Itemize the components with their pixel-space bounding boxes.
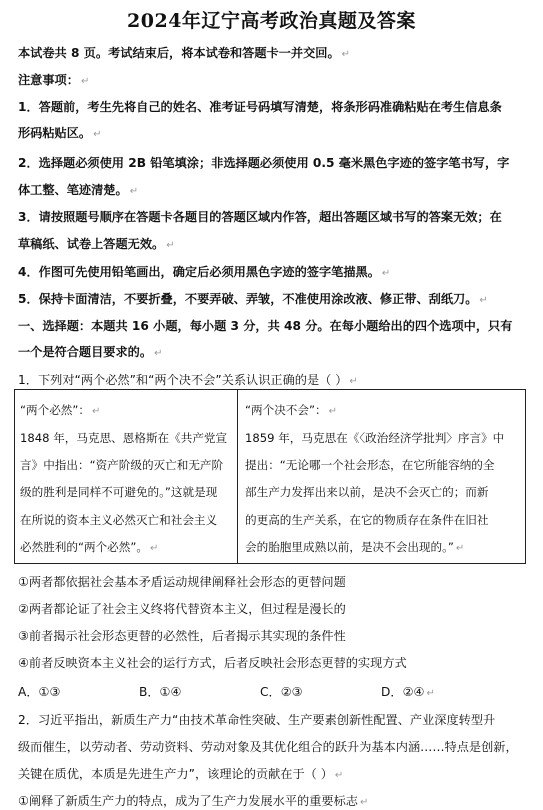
table-divider <box>237 390 238 563</box>
paragraph-mark-icon: ↵ <box>360 797 369 808</box>
question-1-stem: 1．下列对“两个必然”和“两个决不会”关系认识正确的是（ ） ↵ <box>18 373 358 387</box>
paragraph-mark-icon: ↵ <box>349 376 358 387</box>
cell-line: 1848 年，马克思、恩格斯在《共产党宣 <box>20 431 228 445</box>
paragraph-mark-icon: ↵ <box>80 76 90 87</box>
q2-option-1: ①阐释了新质生产力的特点，成为了生产力发展水平的重要标志 ↵ <box>18 794 369 808</box>
quote-table <box>14 389 526 564</box>
choice-b: B．①④ <box>139 685 182 699</box>
cell-line: 在所说的资本主义必然灭亡和社会主义 <box>20 513 218 527</box>
cell-line: 言》中指出：“资产阶级的灭亡和无产阶 <box>20 458 224 472</box>
cell-heading: “两个决不会”： ↵ <box>245 403 337 417</box>
note-3-line-1: 3．请按照题号顺序在答题卡各题目的答题区域内作答，超出答题区域书写的答案无效；在 <box>18 210 502 224</box>
notes-heading: 注意事项： ↵ <box>18 73 90 87</box>
cell-line: 级的胜利是同样不可避免的。”这就是现 <box>20 485 218 499</box>
note-2-line-2: 体工整、笔迹清楚。 ↵ <box>18 183 139 197</box>
note-2-line-1: 2．选择题必须使用 2B 铅笔填涂；非选择题必须使用 0.5 毫米黑色字迹的签字笔书写，字 <box>18 156 510 170</box>
cell-line: 的更高的生产关系，在它的物质存在条件在旧社 <box>245 513 489 527</box>
note-5: 5．保持卡面清洁，不要折叠，不要弄破、弄皱，不准使用涂改液、修正带、刮纸刀。 ↵ <box>18 292 488 306</box>
note-1-line-2: 形码粘贴区。 ↵ <box>18 126 102 140</box>
paragraph-mark-icon: ↵ <box>479 295 488 306</box>
question-2-line-1: 2．习近平指出，新质生产力“由技术革命性突破、生产要素创新性配置、产业深度转型升 <box>18 713 496 727</box>
cell-line: 1859 年，马克思在《〈政治经济学批判〉序言》中 <box>245 431 505 445</box>
paragraph-mark-icon: ↵ <box>341 49 351 60</box>
note-4: 4．作图可先使用铅笔画出，确定后必须用黑色字迹的签字笔描黑。 ↵ <box>18 265 391 279</box>
paragraph-mark-icon: ↵ <box>334 770 344 781</box>
q1-option-1: ①两者都依据社会基本矛盾运动规律阐释社会形态的更替问题 <box>18 575 346 589</box>
paragraph-mark-icon: ↵ <box>154 348 163 359</box>
note-3-line-2: 草稿纸、试卷上答题无效。 ↵ <box>18 237 175 251</box>
question-2-line-2: 级而催生，以劳动者、劳动资料、劳动对象及其优化组合的跃升为基本内涵……特点是创新， <box>18 740 518 754</box>
paragraph-mark-icon: ↵ <box>381 268 391 279</box>
cell-line: 部生产力发挥出来以前，是决不会灭亡的；而新 <box>245 485 489 499</box>
paragraph-mark-icon: ↵ <box>426 688 435 699</box>
question-2-line-3: 关键在质优，本质是先进生产力”，该理论的贡献在于（ ） ↵ <box>18 767 344 781</box>
paragraph-mark-icon: ↵ <box>455 543 465 554</box>
choice-d: D．②④ ↵ <box>381 685 435 699</box>
section-heading-line-1: 一、选择题：本题共 16 小题，每小题 3 分，共 48 分。在每小题给出的四个选项中，只有 <box>18 319 513 333</box>
note-1-line-1: 1．答题前，考生先将自己的姓名、准考证号码填写清楚，将条形码准确粘贴在考生信息条 <box>18 100 502 114</box>
intro-paragraph: 本试卷共 8 页。考试结束后，将本试卷和答题卡一并交回。 ↵ <box>18 46 351 60</box>
page-title: 2024年辽宁高考政治真题及答案 <box>127 10 416 32</box>
q1-option-4: ④前者反映资本主义社会的运行方式，后者反映社会形态更替的实现方式 <box>18 656 407 670</box>
cell-heading: “两个必然”： ↵ <box>20 403 101 417</box>
paragraph-mark-icon: ↵ <box>166 240 175 251</box>
section-heading-line-2: 一个是符合题目要求的。 ↵ <box>18 345 163 359</box>
cell-line: 必然胜利的“两个必然”。 ↵ <box>20 540 159 554</box>
cell-line: 会的胎胞里成熟以前，是决不会出现的。” ↵ <box>245 540 465 554</box>
q1-option-3: ③前者揭示社会形态更替的必然性，后者揭示其实现的条件性 <box>18 629 346 643</box>
choice-a: A．①③ <box>18 685 61 699</box>
paragraph-mark-icon: ↵ <box>93 129 102 140</box>
cell-line: 提出：“无论哪一个社会形态，在它所能容纳的全 <box>245 458 495 472</box>
paragraph-mark-icon: ↵ <box>91 406 101 417</box>
q1-option-2: ②两者都论证了社会主义终将代替资本主义，但过程是漫长的 <box>18 602 346 616</box>
choice-c: C．②③ <box>260 685 303 699</box>
paragraph-mark-icon: ↵ <box>328 406 337 417</box>
paragraph-mark-icon: ↵ <box>149 543 159 554</box>
paragraph-mark-icon: ↵ <box>129 186 139 197</box>
